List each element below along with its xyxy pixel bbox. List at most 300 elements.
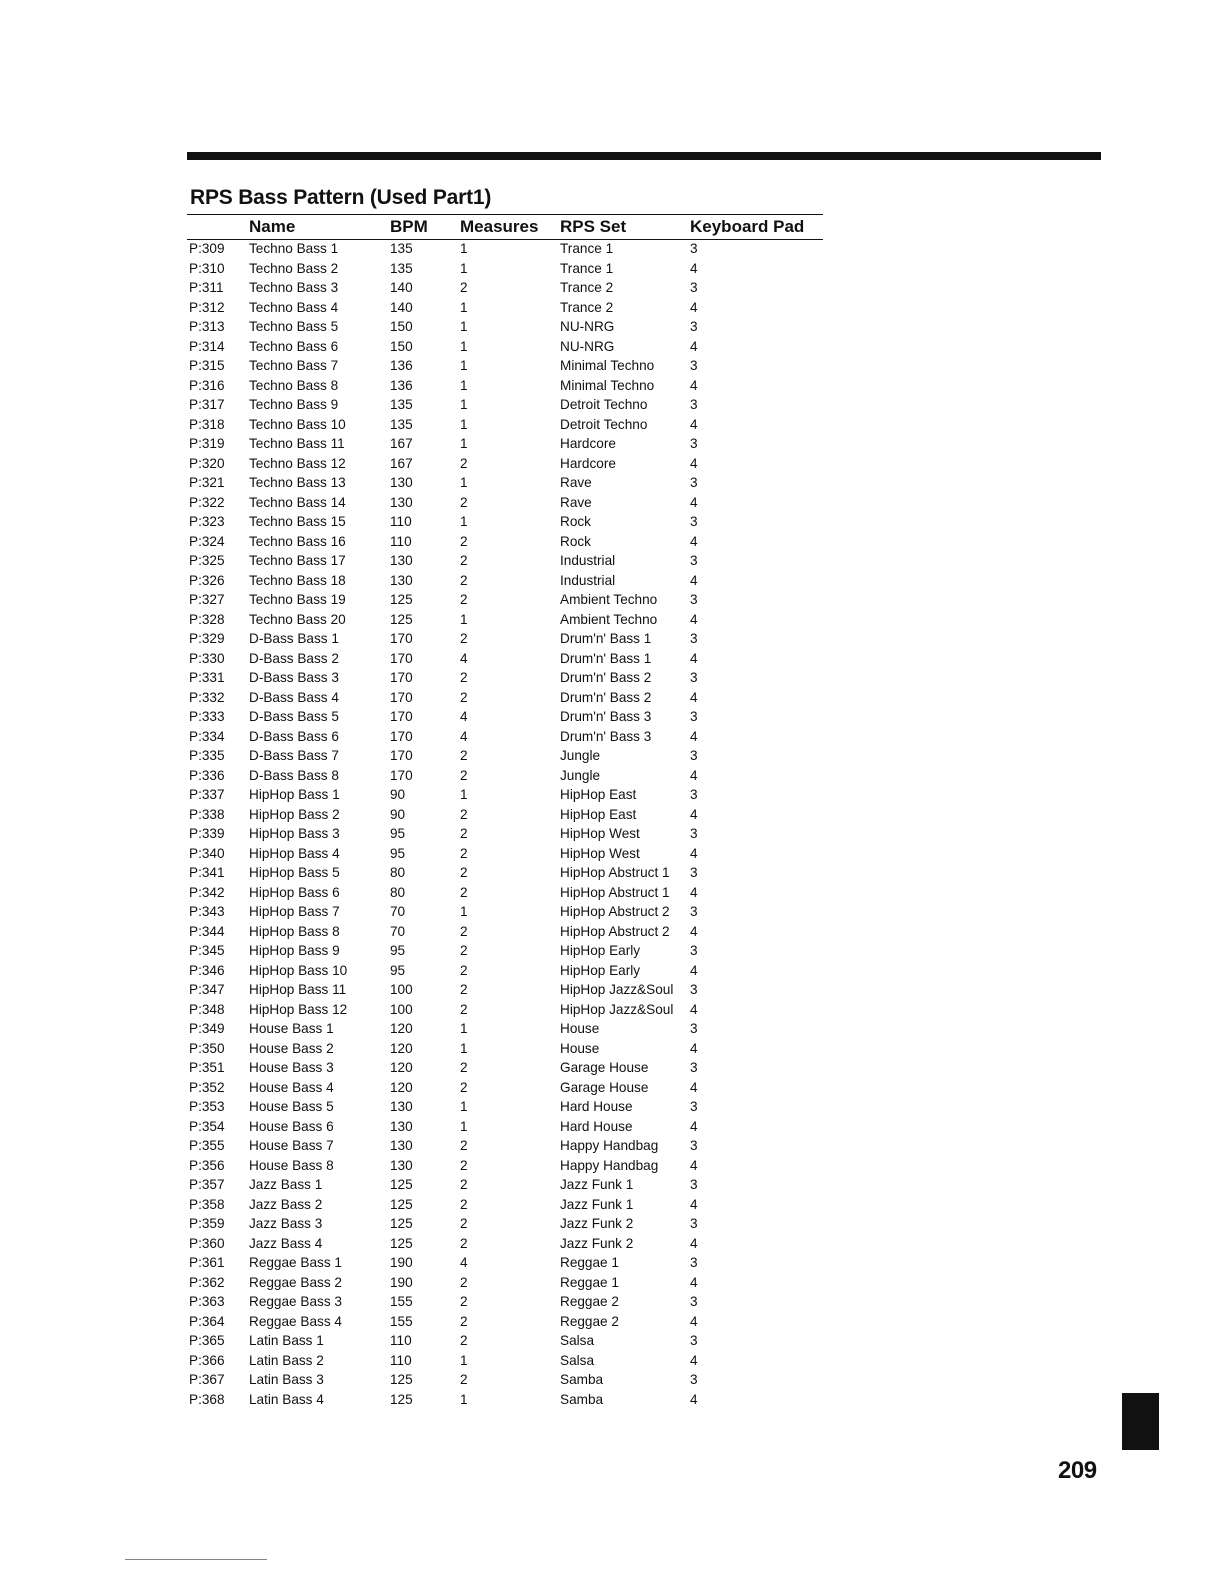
table-row [0,825,900,845]
row-id: P:309 [189,241,225,256]
row-keyboard-pad: 4 [690,611,698,627]
row-id: P:339 [189,826,225,841]
table-row [0,806,900,826]
row-name: House Bass 7 [249,1138,334,1153]
row-keyboard-pad: 3 [690,943,698,958]
row-id: P:336 [189,767,225,783]
row-id: P:334 [189,728,225,744]
row-keyboard-pad: 4 [690,962,698,978]
row-measures: 1 [460,397,468,412]
table-row [0,435,900,455]
row-keyboard-pad: 4 [690,1196,698,1212]
row-id: P:323 [189,514,225,529]
row-measures: 1 [460,377,468,393]
row-rps-set: Jazz Funk 2 [560,1235,634,1251]
row-rps-set: Jungle [560,748,601,763]
row-rps-set: Jazz Funk 2 [560,1216,634,1231]
row-keyboard-pad: 4 [690,650,698,666]
row-rps-set: Hardcore [560,436,616,451]
row-rps-set: Hard House [560,1099,633,1114]
row-bpm: 120 [390,1021,413,1036]
row-id: P:341 [189,865,225,880]
row-name: House Bass 3 [249,1060,334,1075]
row-name: Techno Bass 19 [249,592,346,607]
row-name: House Bass 1 [249,1021,334,1036]
table-row [0,1079,900,1099]
row-id: P:360 [189,1235,225,1251]
row-rps-set: House [560,1040,600,1056]
row-name: House Bass 8 [249,1157,334,1173]
row-bpm: 190 [390,1274,413,1290]
row-name: D-Bass Bass 7 [249,748,339,763]
table-row [0,377,900,397]
table-row [0,299,900,319]
table-row [0,1020,900,1040]
row-keyboard-pad: 3 [690,436,698,451]
row-id: P:362 [189,1274,225,1290]
row-bpm: 136 [390,377,413,393]
row-id: P:367 [189,1372,225,1387]
table-row [0,318,900,338]
row-bpm: 80 [390,884,406,900]
row-id: P:342 [189,884,225,900]
section-tab-marker [1122,1393,1159,1450]
row-measures: 1 [460,475,468,490]
table-row [0,923,900,943]
row-name: Techno Bass 10 [249,416,346,432]
row-measures: 2 [460,748,468,763]
row-rps-set: Ambient Techno [560,611,658,627]
pattern-table-body [0,240,900,1410]
row-bpm: 110 [390,1352,412,1368]
row-bpm: 80 [390,865,406,880]
row-bpm: 130 [390,553,413,568]
row-id: P:368 [189,1391,225,1407]
row-id: P:319 [189,436,225,451]
row-keyboard-pad: 3 [690,826,698,841]
row-bpm: 150 [390,338,413,354]
row-keyboard-pad: 4 [690,299,698,315]
row-measures: 2 [460,1196,468,1212]
row-measures: 2 [460,494,468,510]
row-rps-set: HipHop West [560,826,640,841]
row-rps-set: HipHop Abstruct 1 [560,884,670,900]
row-name: Jazz Bass 3 [249,1216,323,1231]
row-keyboard-pad: 3 [690,709,698,724]
row-bpm: 170 [390,767,413,783]
table-header [0,217,900,239]
table-row [0,1176,900,1196]
row-rps-set: Minimal Techno [560,377,655,393]
table-row [0,669,900,689]
row-name: Techno Bass 14 [249,494,346,510]
row-bpm: 130 [390,1157,413,1173]
table-row [0,338,900,358]
row-rps-set: Reggae 2 [560,1294,619,1309]
row-rps-set: Reggae 2 [560,1313,619,1329]
row-name: HipHop Bass 9 [249,943,340,958]
row-name: Reggae Bass 1 [249,1255,342,1270]
row-rps-set: HipHop Jazz&Soul [560,982,674,997]
row-name: HipHop Bass 12 [249,1001,348,1017]
row-id: P:332 [189,689,225,705]
row-rps-set: Drum'n' Bass 2 [560,689,652,705]
row-name: Techno Bass 1 [249,241,339,256]
row-measures: 2 [460,1235,468,1251]
row-keyboard-pad: 3 [690,631,698,646]
row-name: HipHop Bass 5 [249,865,340,880]
row-bpm: 170 [390,631,413,646]
row-rps-set: Salsa [560,1352,595,1368]
table-row [0,611,900,631]
row-bpm: 167 [390,455,413,471]
row-id: P:312 [189,299,225,315]
row-measures: 4 [460,650,468,666]
row-keyboard-pad: 4 [690,533,698,549]
bottom-line [125,1559,267,1560]
row-rps-set: Drum'n' Bass 1 [560,631,652,646]
row-rps-set: NU-NRG [560,338,615,354]
row-keyboard-pad: 4 [690,728,698,744]
table-header-top-rule [187,214,823,215]
row-measures: 2 [460,884,468,900]
row-measures: 1 [460,416,468,432]
row-id: P:364 [189,1313,225,1329]
row-measures: 2 [460,943,468,958]
row-id: P:353 [189,1099,225,1114]
row-keyboard-pad: 4 [690,338,698,354]
row-name: D-Bass Bass 4 [249,689,339,705]
row-name: HipHop Bass 10 [249,962,348,978]
row-keyboard-pad: 3 [690,1021,698,1036]
table-row [0,279,900,299]
row-rps-set: HipHop Early [560,943,641,958]
row-id: P:311 [189,280,224,295]
row-id: P:326 [189,572,225,588]
row-rps-set: Jungle [560,767,601,783]
row-name: Techno Bass 8 [249,377,339,393]
row-measures: 2 [460,592,468,607]
row-measures: 2 [460,826,468,841]
row-measures: 2 [460,865,468,880]
row-bpm: 170 [390,650,413,666]
table-row [0,1040,900,1060]
row-keyboard-pad: 4 [690,377,698,393]
row-name: D-Bass Bass 3 [249,670,339,685]
row-measures: 1 [460,1099,468,1114]
row-name: HipHop Bass 11 [249,982,347,997]
row-bpm: 130 [390,494,413,510]
row-bpm: 170 [390,748,413,763]
table-row [0,1118,900,1138]
row-name: D-Bass Bass 5 [249,709,339,724]
row-id: P:358 [189,1196,225,1212]
table-row [0,786,900,806]
row-name: Techno Bass 5 [249,319,339,334]
row-rps-set: Jazz Funk 1 [560,1196,634,1212]
row-keyboard-pad: 3 [690,748,698,763]
row-id: P:320 [189,455,225,471]
row-bpm: 110 [390,514,412,529]
row-keyboard-pad: 3 [690,592,698,607]
row-bpm: 135 [390,416,413,432]
table-row [0,864,900,884]
row-name: Reggae Bass 4 [249,1313,342,1329]
row-measures: 1 [460,241,468,256]
row-bpm: 155 [390,1294,413,1309]
table-row [0,845,900,865]
row-bpm: 120 [390,1040,413,1056]
row-keyboard-pad: 3 [690,1294,698,1309]
row-bpm: 70 [390,904,406,919]
row-rps-set: HipHop East [560,806,637,822]
row-id: P:348 [189,1001,225,1017]
row-id: P:314 [189,338,225,354]
table-row [0,1059,900,1079]
row-id: P:352 [189,1079,225,1095]
row-keyboard-pad: 4 [690,1313,698,1329]
row-bpm: 95 [390,943,406,958]
table-row [0,572,900,592]
row-bpm: 100 [390,1001,413,1017]
row-rps-set: Industrial [560,553,616,568]
row-rps-set: Salsa [560,1333,595,1348]
row-rps-set: Reggae 1 [560,1274,619,1290]
row-measures: 2 [460,982,468,997]
row-measures: 2 [460,689,468,705]
row-rps-set: Rock [560,533,591,549]
row-name: House Bass 4 [249,1079,334,1095]
row-keyboard-pad: 4 [690,260,698,276]
row-measures: 2 [460,1313,468,1329]
row-measures: 1 [460,358,468,373]
row-rps-set: Garage House [560,1060,649,1075]
row-bpm: 167 [390,436,413,451]
row-name: HipHop Bass 8 [249,923,340,939]
row-keyboard-pad: 3 [690,787,698,802]
row-name: Techno Bass 13 [249,475,346,490]
row-rps-set: Drum'n' Bass 3 [560,709,652,724]
row-keyboard-pad: 3 [690,670,698,685]
row-keyboard-pad: 3 [690,1216,698,1231]
row-bpm: 130 [390,1118,413,1134]
row-id: P:366 [189,1352,225,1368]
row-bpm: 140 [390,280,413,295]
row-keyboard-pad: 3 [690,397,698,412]
row-keyboard-pad: 4 [690,1040,698,1056]
row-name: House Bass 2 [249,1040,334,1056]
row-measures: 4 [460,1255,468,1270]
row-rps-set: Reggae 1 [560,1255,619,1270]
row-bpm: 135 [390,241,413,256]
table-row [0,630,900,650]
row-name: Techno Bass 18 [249,572,346,588]
top-rule [187,152,1101,160]
row-measures: 1 [460,436,468,451]
row-keyboard-pad: 3 [690,358,698,373]
row-bpm: 125 [390,611,413,627]
row-name: Reggae Bass 2 [249,1274,342,1290]
row-keyboard-pad: 3 [690,982,698,997]
table-row [0,884,900,904]
row-bpm: 130 [390,475,413,490]
table-row [0,416,900,436]
row-keyboard-pad: 4 [690,689,698,705]
row-id: P:356 [189,1157,225,1173]
row-rps-set: HipHop Jazz&Soul [560,1001,674,1017]
row-name: HipHop Bass 1 [249,787,340,802]
row-id: P:357 [189,1177,225,1192]
row-keyboard-pad: 4 [690,1352,698,1368]
row-measures: 2 [460,1333,468,1348]
row-measures: 2 [460,767,468,783]
row-rps-set: Drum'n' Bass 2 [560,670,652,685]
row-bpm: 95 [390,826,406,841]
row-keyboard-pad: 4 [690,416,698,432]
row-keyboard-pad: 3 [690,241,698,256]
row-name: Techno Bass 15 [249,514,346,529]
row-rps-set: Drum'n' Bass 1 [560,650,652,666]
row-name: D-Bass Bass 8 [249,767,339,783]
section-title: RPS Bass Pattern (Used Part1) [190,186,492,209]
row-bpm: 150 [390,319,413,334]
row-rps-set: HipHop West [560,845,640,861]
row-measures: 2 [460,670,468,685]
row-measures: 1 [460,299,468,315]
row-measures: 1 [460,260,468,276]
row-bpm: 110 [390,1333,412,1348]
row-measures: 1 [460,1391,468,1407]
row-rps-set: Samba [560,1372,604,1387]
row-bpm: 100 [390,982,413,997]
table-row [0,981,900,1001]
row-rps-set: HipHop Abstruct 1 [560,865,670,880]
row-rps-set: Garage House [560,1079,649,1095]
table-row [0,747,900,767]
row-name: Techno Bass 7 [249,358,339,373]
row-rps-set: NU-NRG [560,319,615,334]
row-rps-set: Happy Handbag [560,1138,659,1153]
row-name: Techno Bass 3 [249,280,339,295]
row-name: D-Bass Bass 6 [249,728,339,744]
table-row [0,455,900,475]
row-measures: 2 [460,962,468,978]
row-name: Techno Bass 11 [249,436,345,451]
row-measures: 1 [460,514,468,529]
row-bpm: 90 [390,806,406,822]
row-measures: 2 [460,845,468,861]
row-keyboard-pad: 3 [690,1060,698,1075]
row-rps-set: Samba [560,1391,604,1407]
row-bpm: 170 [390,728,413,744]
table-row [0,552,900,572]
row-keyboard-pad: 3 [690,904,698,919]
row-rps-set: Detroit Techno [560,397,648,412]
column-header-measures: Measures [460,217,539,236]
row-id: P:329 [189,631,225,646]
table-row [0,1332,900,1352]
table-row [0,1293,900,1313]
row-id: P:331 [189,670,225,685]
row-rps-set: Rock [560,514,591,529]
row-keyboard-pad: 3 [690,514,698,529]
table-row [0,396,900,416]
table-row [0,650,900,670]
row-measures: 2 [460,806,468,822]
table-row [0,962,900,982]
row-measures: 2 [460,1216,468,1231]
row-measures: 2 [460,572,468,588]
row-bpm: 140 [390,299,413,315]
row-bpm: 125 [390,1177,413,1192]
row-rps-set: HipHop Abstruct 2 [560,923,670,939]
row-measures: 2 [460,1177,468,1192]
table-row [0,474,900,494]
row-bpm: 125 [390,592,413,607]
table-row [0,708,900,728]
table-row [0,1235,900,1255]
row-name: Techno Bass 20 [249,611,346,627]
table-row [0,513,900,533]
column-header-rps-set: RPS Set [560,217,627,236]
row-id: P:347 [189,982,225,997]
row-bpm: 136 [390,358,413,373]
row-rps-set: HipHop East [560,787,637,802]
page-number: 209 [1058,1457,1097,1484]
row-rps-set: Hard House [560,1118,633,1134]
row-id: P:333 [189,709,225,724]
row-id: P:335 [189,748,225,763]
row-name: Jazz Bass 4 [249,1235,323,1251]
row-bpm: 70 [390,923,406,939]
row-name: HipHop Bass 3 [249,826,340,841]
row-rps-set: Minimal Techno [560,358,655,373]
row-name: Latin Bass 1 [249,1333,324,1348]
row-keyboard-pad: 3 [690,1372,698,1387]
table-row [0,1196,900,1216]
row-id: P:324 [189,533,225,549]
row-id: P:355 [189,1138,225,1153]
row-bpm: 120 [390,1060,413,1075]
row-id: P:349 [189,1021,225,1036]
row-rps-set: HipHop Early [560,962,641,978]
row-name: Techno Bass 6 [249,338,339,354]
row-id: P:338 [189,806,225,822]
row-id: P:330 [189,650,225,666]
row-bpm: 170 [390,689,413,705]
row-rps-set: Trance 1 [560,260,614,276]
table-row [0,260,900,280]
row-id: P:363 [189,1294,225,1309]
row-id: P:316 [189,377,225,393]
row-rps-set: Trance 2 [560,280,614,295]
row-name: Techno Bass 2 [249,260,339,276]
row-keyboard-pad: 4 [690,572,698,588]
row-keyboard-pad: 4 [690,884,698,900]
row-measures: 2 [460,533,468,549]
row-name: Techno Bass 16 [249,533,346,549]
row-keyboard-pad: 4 [690,494,698,510]
row-measures: 2 [460,1060,468,1075]
row-keyboard-pad: 4 [690,1235,698,1251]
table-row [0,1352,900,1372]
row-bpm: 190 [390,1255,413,1270]
table-row [0,728,900,748]
row-id: P:313 [189,319,225,334]
row-measures: 2 [460,553,468,568]
row-keyboard-pad: 4 [690,455,698,471]
row-name: HipHop Bass 4 [249,845,340,861]
